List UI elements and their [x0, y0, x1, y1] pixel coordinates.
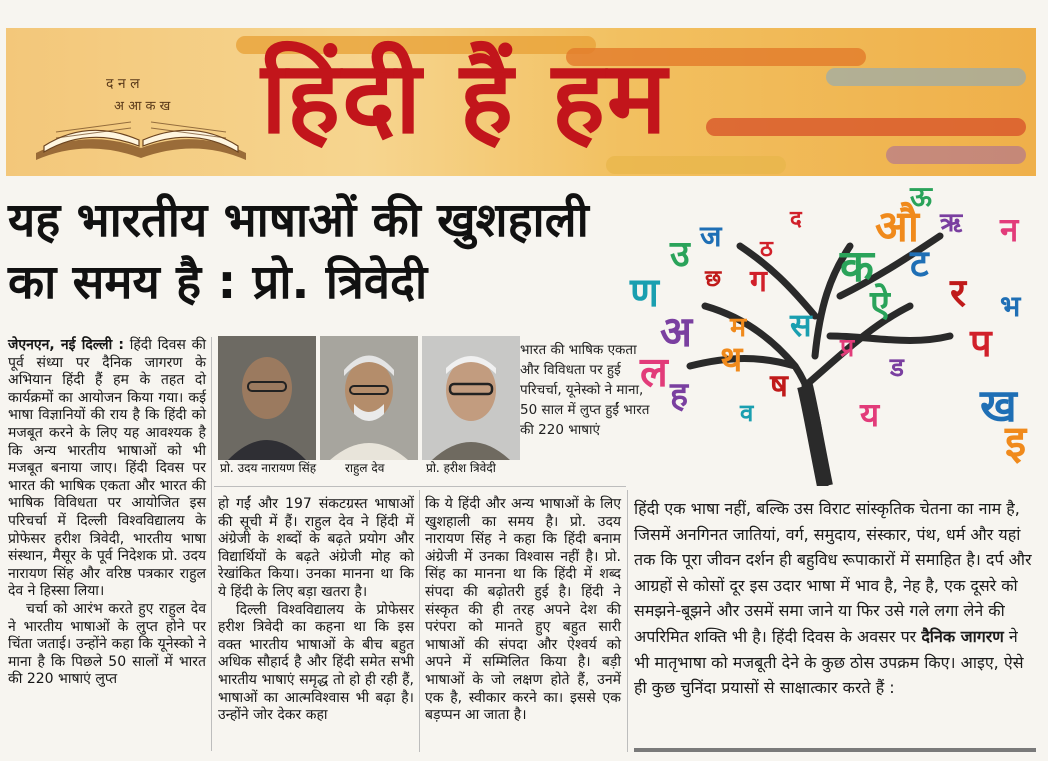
- intro-text-before: हिंदी एक भाषा नहीं, बल्कि उस विराट सांस्कृतिक चेतना का नाम है, जिसमें अनगिनत जातियां, वर्ग, समुदाय, संस्कार, पंथ, धर्म और यहां तक कि पूरा जीवन दर्शन ही बहुविध रूपाकारों में समाहित है। दर्प और आग्रहों से कोसों दूर इस उदार भाषा में भाव है, नेह है, एक दूसरे को समझने-बूझने और उसमें समा जाने या फिर उसे गले लगा लेने की अपरिमित शक्ति भी है। हिंदी दिवस के अवसर पर: [634, 499, 1032, 646]
- intro-paragraph: [634, 496, 1036, 701]
- art-letter: उ: [670, 234, 690, 275]
- art-letter: ड: [890, 353, 904, 383]
- art-letter: ष: [770, 368, 788, 404]
- art-letter: द: [790, 207, 802, 232]
- bottom-rule: [634, 748, 1036, 752]
- column-2-paragraph-1: हो गईं और 197 संकटग्रस्त भाषाओं की सूची में हैं। राहुल देव ने हिंदी में अंग्रेजी के शब्दों के बढ़ते प्रयोग और विद्यार्थियों के बढ़ते अंग्रेजी मोह को रेखांकित किया। उनका मानना था कि ये हिंदी के लिए बड़ा खतरा है।: [218, 496, 414, 600]
- art-letter: य: [860, 395, 880, 434]
- photo-caption-1: प्रो. उदय नारायण सिंह: [220, 461, 317, 475]
- highlight-box: भारत की भाषिक एकता और विविधता पर हुई परिचर्चा, यूनेस्को ने माना, 50 साल में लुप्त हुईं भारत की 220 भाषाएं: [520, 342, 650, 438]
- banner-title: हिंदी हैं हम: [261, 39, 669, 156]
- column-1-text-1: हिंदी दिवस की पूर्व संध्या पर दैनिक जागरण के अभियान हिंदी हैं हम के तहत दो कार्यक्रमों का आयोजन किया गया। कई भाषा विज्ञानियों की राय है कि हिंदी को मजबूत करने के लिए यह आवश्यक है कि अन्य भारतीय भाषाओं को भी मजबूत बनाया जाए। हिंदी दिवस पर भारत की भाषिक एकता और भारत की भाषिक विविधता पर आयोजित इस परिचर्चा में दिल्ली विश्वविद्यालय के प्रोफेसर हरीश त्रिवेदी, भारतीय भाषा संस्थान, मैसूर के पूर्व निदेशक प्रो. उदय नारायण सिंह और वरिष्ठ पत्रकार राहुल देव ने हिस्सा लिया।: [8, 337, 207, 600]
- art-letter: अ: [660, 307, 693, 356]
- art-letter: ण: [630, 270, 659, 316]
- art-letter: म: [730, 312, 747, 343]
- divider-col1-col2: [211, 337, 212, 751]
- art-letter: व: [740, 399, 754, 427]
- book-letters-2: अ आ क ख: [114, 99, 171, 114]
- divider-col3-intro: [627, 490, 628, 752]
- photo-caption-3: प्रो. हरीश त्रिवेदी: [426, 461, 496, 475]
- photo-uday-narayan-singh: [218, 336, 316, 460]
- art-letter: औ: [875, 202, 919, 252]
- art-letter: इ: [1005, 417, 1027, 467]
- article-headline: [8, 190, 648, 314]
- divider-col2-col3: [419, 490, 420, 752]
- art-letter: ल: [640, 348, 668, 396]
- art-letter: ग: [750, 264, 767, 299]
- column-2-paragraph-2: दिल्ली विश्वविद्यालय के प्रोफेसर हरीश त्रिवेदी का कहना था कि इस वक्त भारतीय भाषाओं के बीच बहुत अधिक सौहार्द है और हिंदी समेत सभी भारतीय भाषाएं समृद्ध तो हो ही रही हैं, भाषाओं का आत्मविश्वास भी बढ़ा है। उन्होंने जोर देकर कहा: [218, 601, 414, 724]
- art-letter: ज: [700, 219, 722, 253]
- article-column-3: [425, 496, 621, 725]
- art-letter: क: [840, 241, 874, 292]
- open-book-icon: [26, 58, 256, 168]
- article-column-1: [8, 337, 206, 689]
- article-column-2: [218, 496, 414, 725]
- art-letter: ख: [980, 379, 1017, 432]
- art-letter: भ: [1000, 289, 1021, 323]
- headline-line-1: यह भारतीय भाषाओं की खुशहाली: [8, 193, 589, 248]
- art-letter: थ: [720, 340, 743, 380]
- column-3-paragraph-1: कि ये हिंदी और अन्य भाषाओं के लिए खुशहाली का समय है। प्रो. उदय नारायण सिंह ने कहा कि हिंदी बनाम अंग्रेजी में उनका विश्वास नहीं है। प्रो. सिंह का मानना था कि हिंदी में शब्द संपदा की बढ़ोतरी हुई है। हिंदी ने संस्कृत की ही तरह अपने देश की परंपरा को मानते हुए बहुत सारी भाषाओं की संपदा और ऐश्वर्य को अपने में सम्मिलित किया है। बड़ी भाषाओं के जो लक्षण होते हैं, उनमें एक है, स्वीकार करने का। इससे एक बड़प्पन आ जाता है।: [425, 496, 621, 724]
- masthead-banner: [6, 28, 1036, 176]
- column-1-paragraph-1: [8, 337, 206, 601]
- art-letter: न: [1000, 210, 1019, 249]
- intro-brand: दैनिक जागरण: [921, 626, 1004, 646]
- art-letter: ऐ: [870, 284, 890, 325]
- letter-tree-illustration: [610, 186, 1040, 486]
- art-letter: र: [950, 271, 966, 316]
- headline-line-2: का समय है : प्रो. त्रिवेदी: [8, 255, 428, 310]
- dateline: जेएनएन, नई दिल्ली :: [8, 337, 124, 353]
- portrait-1-icon: [218, 336, 316, 460]
- divider-under-photos: [214, 486, 626, 487]
- art-letter: ऋ: [940, 208, 963, 238]
- art-letter: ऊ: [910, 186, 932, 213]
- art-letter: स: [790, 306, 812, 344]
- floating-letters: [629, 186, 1028, 467]
- art-letter: ठ: [760, 237, 773, 262]
- photo-rahul-dev: [320, 336, 418, 460]
- portrait-2-icon: [320, 336, 418, 460]
- book-letters-1: द न ल: [106, 76, 140, 92]
- portrait-3-icon: [422, 336, 520, 460]
- column-1-paragraph-2: चर्चा को आरंभ करते हुए राहुल देव ने भारतीय भाषाओं के लुप्त होने पर चिंता जताई। उन्होंने कहा कि यूनेस्को ने माना है कि पिछले 50 सालों में भारत की 220 भाषाएं लुप्त: [8, 600, 206, 688]
- art-letter: ट: [910, 242, 929, 285]
- art-letter: ह: [670, 375, 689, 415]
- photo-harish-trivedi: [422, 336, 520, 460]
- photo-caption-2: राहुल देव: [345, 461, 385, 475]
- art-letter: प्र: [840, 333, 855, 362]
- intro-text-after: ने भी मातृभाषा को मजबूती देने के कुछ ठोस उपक्रम किए। आइए, ऐसे ही कुछ चुनिंदा प्रयासों से साक्षात्कार करते हैं :: [634, 626, 1024, 698]
- art-letter: प: [970, 321, 992, 365]
- art-letter: छ: [705, 266, 722, 292]
